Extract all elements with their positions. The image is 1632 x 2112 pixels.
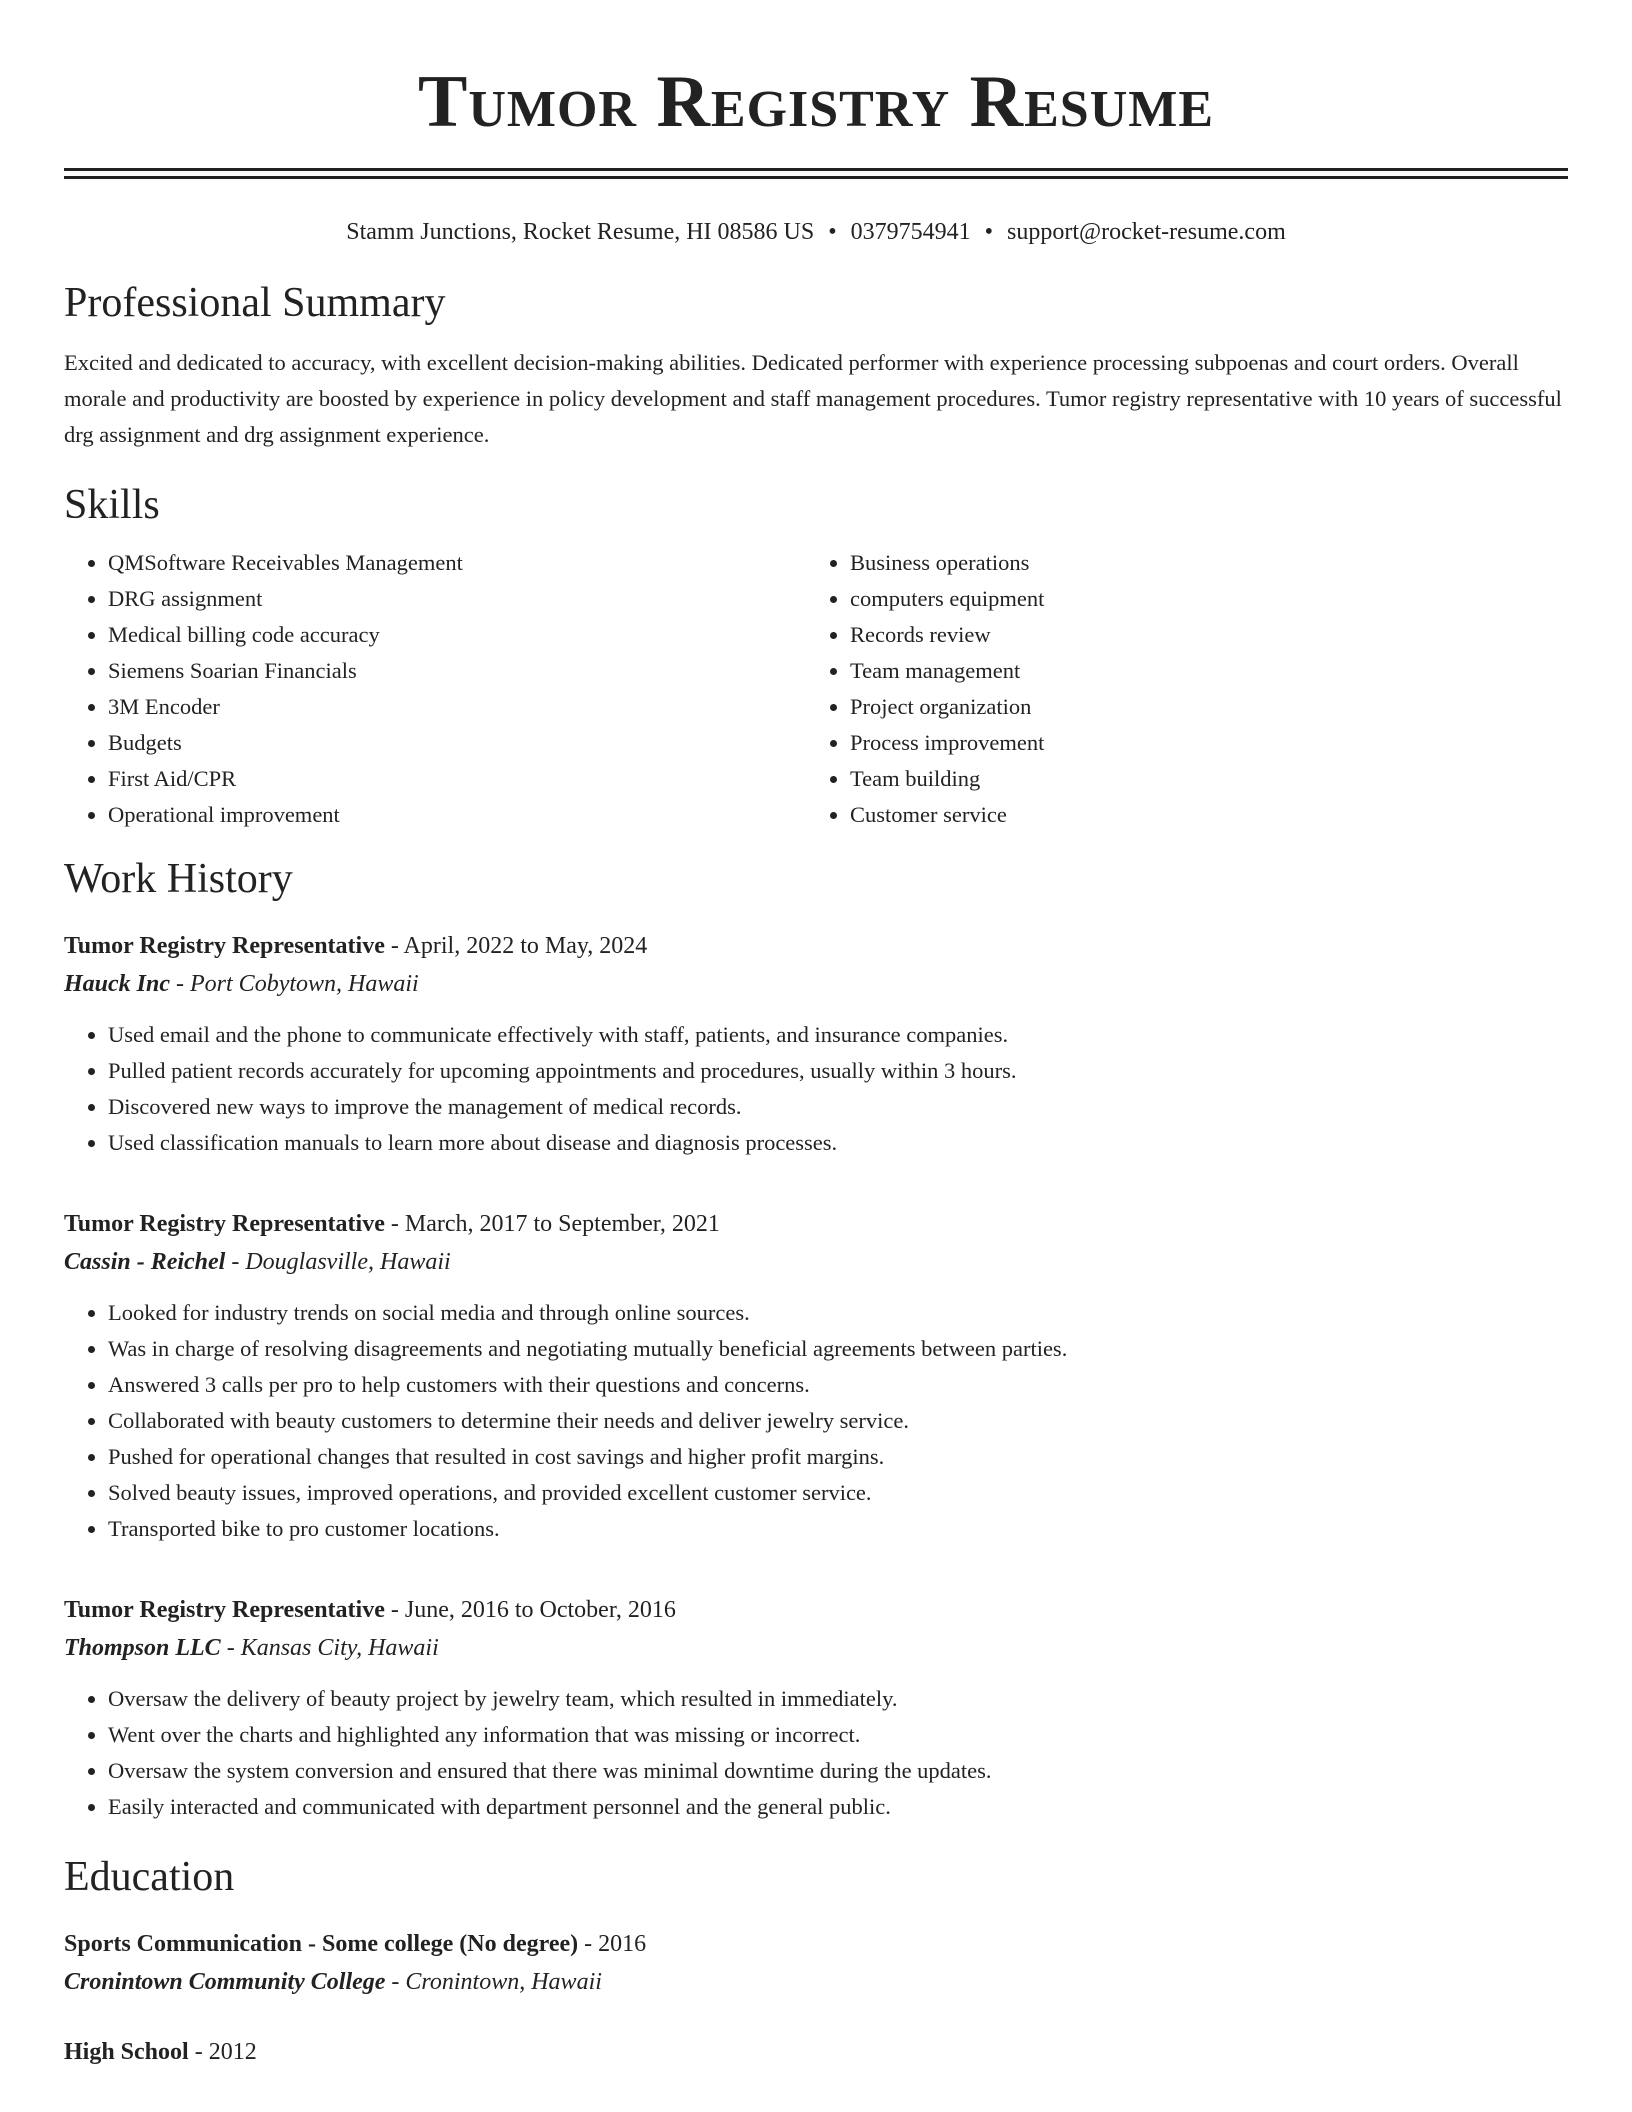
job-title: Tumor Registry Representative (64, 1211, 385, 1237)
job-bullet: • Oversaw the system conversion and ensured that there was minimal downtime during the updates. (108, 1753, 1568, 1789)
skill-item: • DRG assignment (108, 581, 806, 617)
contact-address: Stamm Junctions, Rocket Resume, HI 08586 US (346, 219, 815, 245)
skill-item: • Business operations (850, 545, 1548, 581)
job-company-line: Cassin - Reichel - Douglasville, Hawaii (64, 1249, 451, 1275)
skills-columns (64, 545, 1568, 833)
job-title: Tumor Registry Representative (64, 933, 385, 959)
skill-item: • First Aid/CPR (108, 761, 806, 797)
job-entry (64, 927, 1568, 1161)
education-degree: Sports Communication - Some college (No degree) (64, 1931, 579, 1957)
skill-item: • 3M Encoder (108, 689, 806, 725)
job-bullets (64, 1295, 1568, 1547)
education-entry (64, 2033, 1568, 2071)
education-heading: Education (64, 1854, 235, 1900)
contact-separator: • (828, 219, 837, 245)
job-bullet: • Transported bike to pro customer locations. (108, 1511, 1568, 1547)
skills-list-right (806, 545, 1548, 833)
job-company-line: Thompson LLC - Kansas City, Hawaii (64, 1635, 439, 1661)
job-dates: March, 2017 to September, 2021 (404, 1211, 720, 1237)
skills-list-left (64, 545, 806, 833)
job-entry (64, 1591, 1568, 1825)
skill-item: • Siemens Soarian Financials (108, 653, 806, 689)
skill-item: • Customer service (850, 797, 1548, 833)
skill-item: • QMSoftware Receivables Management (108, 545, 806, 581)
job-bullet: • Used classification manuals to learn more about disease and diagnosis processes. (108, 1125, 1568, 1161)
job-bullet: • Was in charge of resolving disagreements and negotiating mutually beneficial agreements between parties. (108, 1331, 1568, 1367)
education-year: 2016 (598, 1931, 647, 1957)
job-company: Thompson LLC (64, 1635, 221, 1661)
education-degree-line: Sports Communication - Some college (No degree) - 2016 (64, 1931, 647, 1957)
job-company: Hauck Inc (64, 971, 171, 997)
job-location: Port Cobytown, Hawaii (190, 971, 419, 997)
job-location: Kansas City, Hawaii (240, 1635, 439, 1661)
job-title-line: Tumor Registry Representative - June, 2016 to October, 2016 (64, 1597, 676, 1623)
job-bullet: • Collaborated with beauty customers to determine their needs and deliver jewelry service. (108, 1403, 1568, 1439)
job-title-line: Tumor Registry Representative - April, 2022 to May, 2024 (64, 933, 648, 959)
education-entry (64, 1925, 1568, 2001)
job-bullets (64, 1017, 1568, 1161)
skill-item: • computers equipment (850, 581, 1548, 617)
job-bullet: • Used email and the phone to communicate effectively with staff, patients, and insurance companies. (108, 1017, 1568, 1053)
summary-text: Excited and dedicated to accuracy, with excellent decision-making abilities. Dedicated performer with experience processing subpoenas and court orders. Overall morale and productivity are boosted by experience in policy development and staff management procedures. Tumor registry representative with 10 years of successful drg assignment and drg assignment experience. (64, 350, 1562, 447)
skill-item: • Team building (850, 761, 1548, 797)
job-bullet: • Solved beauty issues, improved operations, and provided excellent customer service. (108, 1475, 1568, 1511)
skill-item: • Budgets (108, 725, 806, 761)
skill-item: • Operational improvement (108, 797, 806, 833)
skill-item: • Medical billing code accuracy (108, 617, 806, 653)
job-bullet: • Easily interacted and communicated with department personnel and the general public. (108, 1789, 1568, 1825)
job-bullets (64, 1681, 1568, 1825)
education-year: 2012 (208, 2039, 257, 2065)
skill-item: • Team management (850, 653, 1548, 689)
education-school: Cronintown Community College (64, 1969, 386, 1995)
education-degree-line: High School - 2012 (64, 2039, 257, 2065)
job-bullet: • Oversaw the delivery of beauty project by jewelry team, which resulted in immediately. (108, 1681, 1568, 1717)
contact-phone: 0379754941 (850, 219, 971, 245)
job-bullet: • Answered 3 calls per pro to help customers with their questions and concerns. (108, 1367, 1568, 1403)
job-bullet: • Went over the charts and highlighted any information that was missing or incorrect. (108, 1717, 1568, 1753)
education-school-line: Cronintown Community College - Cronintown, Hawaii (64, 1969, 602, 1995)
skill-item: • Process improvement (850, 725, 1548, 761)
job-dates: June, 2016 to October, 2016 (404, 1597, 676, 1623)
skills-heading: Skills (64, 482, 160, 528)
contact-email: support@rocket-resume.com (1007, 219, 1286, 245)
summary-heading: Professional Summary (64, 280, 446, 326)
title-divider-thick (64, 168, 1568, 171)
title-divider-thin (64, 176, 1568, 179)
skill-item: • Project organization (850, 689, 1548, 725)
skill-item: • Records review (850, 617, 1548, 653)
job-entry (64, 1205, 1568, 1547)
education-location: Cronintown, Hawaii (405, 1969, 602, 1995)
job-bullet: • Looked for industry trends on social media and through online sources. (108, 1295, 1568, 1331)
job-company: Cassin - Reichel (64, 1249, 226, 1275)
education-degree: High School (64, 2039, 189, 2065)
job-bullet: • Pulled patient records accurately for upcoming appointments and procedures, usually within 3 hours. (108, 1053, 1568, 1089)
job-bullet: • Pushed for operational changes that resulted in cost savings and higher profit margins. (108, 1439, 1568, 1475)
job-title-line: Tumor Registry Representative - March, 2017 to September, 2021 (64, 1211, 720, 1237)
job-company-line: Hauck Inc - Port Cobytown, Hawaii (64, 971, 419, 997)
contact-separator: • (984, 219, 994, 245)
resume-title: Tumor Registry Resume (417, 61, 1215, 143)
job-location: Douglasville, Hawaii (245, 1249, 451, 1275)
job-dates: April, 2022 to May, 2024 (403, 933, 648, 959)
contact-line (64, 217, 1568, 247)
work-history-heading: Work History (64, 856, 293, 902)
job-bullet: • Discovered new ways to improve the management of medical records. (108, 1089, 1568, 1125)
job-title: Tumor Registry Representative (64, 1597, 385, 1623)
